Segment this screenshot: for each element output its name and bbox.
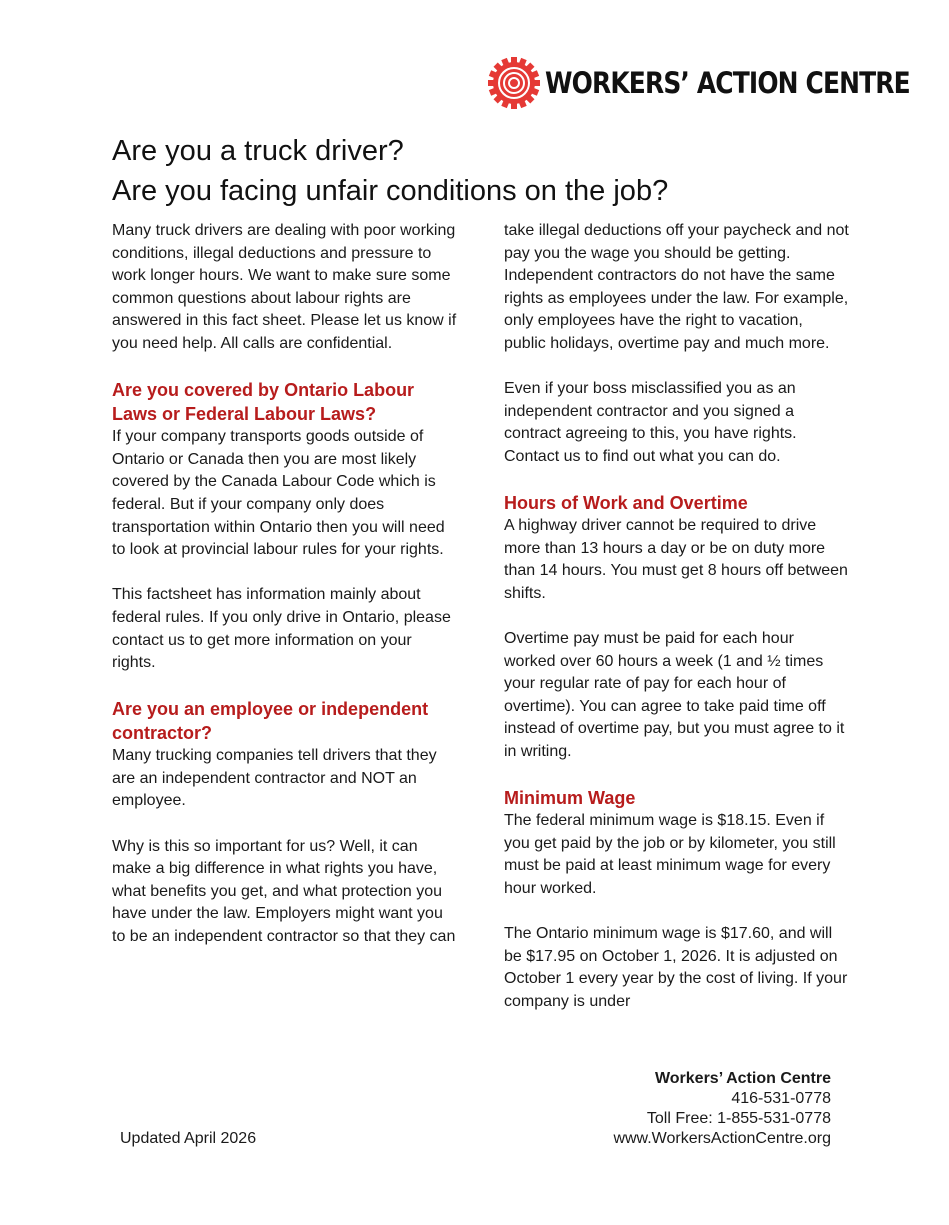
coverage-paragraph-1: If your company transports goods outside of Ontario or Canada then you are most likely covered by the Canada Labour Code which is federal. But if your company only does transportation within Ontario then you will need to look at provincial labour rules for your rights. — [112, 428, 445, 559]
title-line-1: Are you a truck driver? — [112, 135, 404, 167]
minimum-wage-paragraph-2: The Ontario minimum wage is $17.60, and will be $17.95 on October 1, 2026. It is adjusted on October 1 every year by the cost of living. If your company is under — [504, 925, 848, 1010]
section-heading-minimum-wage: Minimum Wage — [504, 788, 636, 809]
minimum-wage-paragraph-1: The federal minimum wage is $18.15. Even if you get paid by the job or by kilometer, you still must be paid at least minimum wage for every hour worked. — [504, 812, 836, 898]
website-link[interactable]: www.WorkersActionCentre.org — [613, 1130, 831, 1147]
section-heading-employee-status: Are you an employee or independent contractor? — [112, 699, 429, 744]
right-column — [504, 220, 849, 1036]
gear-circle-icon — [487, 56, 541, 110]
employee-status-paragraph-4: Even if your boss misclassified you as an independent contractor and you signed a contract agreeing to this, you have rights. Contact us to find out what you can do. — [504, 380, 797, 465]
title-line-2: Are you facing unfair conditions on the job? — [112, 175, 669, 207]
employee-status-paragraph-3: take illegal deductions off your paycheck and not pay you the wage you should be getting. Independent contractors do not have the same rights as employees under the law. For example, only employees have the right to vacation, public holidays, overtime pay and much more. — [504, 222, 849, 352]
contact-block — [613, 1069, 831, 1149]
updated-date: Updated April 2026 — [120, 1130, 257, 1147]
phone-number: 416-531-0778 — [731, 1090, 831, 1107]
toll-free-number: Toll Free: 1-855-531-0778 — [646, 1110, 831, 1127]
section-heading-hours: Hours of Work and Overtime — [504, 493, 748, 514]
employee-status-paragraph-1: Many trucking companies tell drivers that they are an independent contractor and NOT an employee. — [112, 747, 437, 810]
left-column — [112, 220, 457, 971]
coverage-paragraph-2: This factsheet has information mainly about federal rules. If you only drive in Ontario, please contact us to get more information on your rights. — [112, 586, 451, 672]
page-title — [112, 131, 668, 211]
logo — [487, 55, 949, 111]
hours-paragraph-1: A highway driver cannot be required to drive more than 13 hours a day or be on duty more than 14 hours. You must get 8 hours off between shifts. — [504, 517, 848, 602]
section-heading-coverage: Are you covered by Ontario Labour Laws or Federal Labour Laws? — [112, 380, 415, 425]
org-name: Workers’ Action Centre — [654, 1070, 831, 1087]
hours-paragraph-2: Overtime pay must be paid for each hour worked over 60 hours a week (1 and ½ times your regular rate of pay for each hour of overtime). You can agree to take paid time off instead of overtime pay, but you must agree to it in writing. — [504, 630, 845, 761]
intro-paragraph: Many truck drivers are dealing with poor working conditions, illegal deductions and pressure to work longer hours. We want to make sure some common questions about labour rights are answered in this fact sheet. Please let us know if you need help. All calls are confidential. — [112, 222, 457, 352]
employee-status-paragraph-2: Why is this so important for us? Well, it can make a big difference in what rights you have, what benefits you get, and what protection you have under the law. Employers might want you to be an independent contractor so that they can — [112, 837, 456, 946]
logo-text: WORKERS’ ACTION CENTRE — [545, 66, 910, 100]
